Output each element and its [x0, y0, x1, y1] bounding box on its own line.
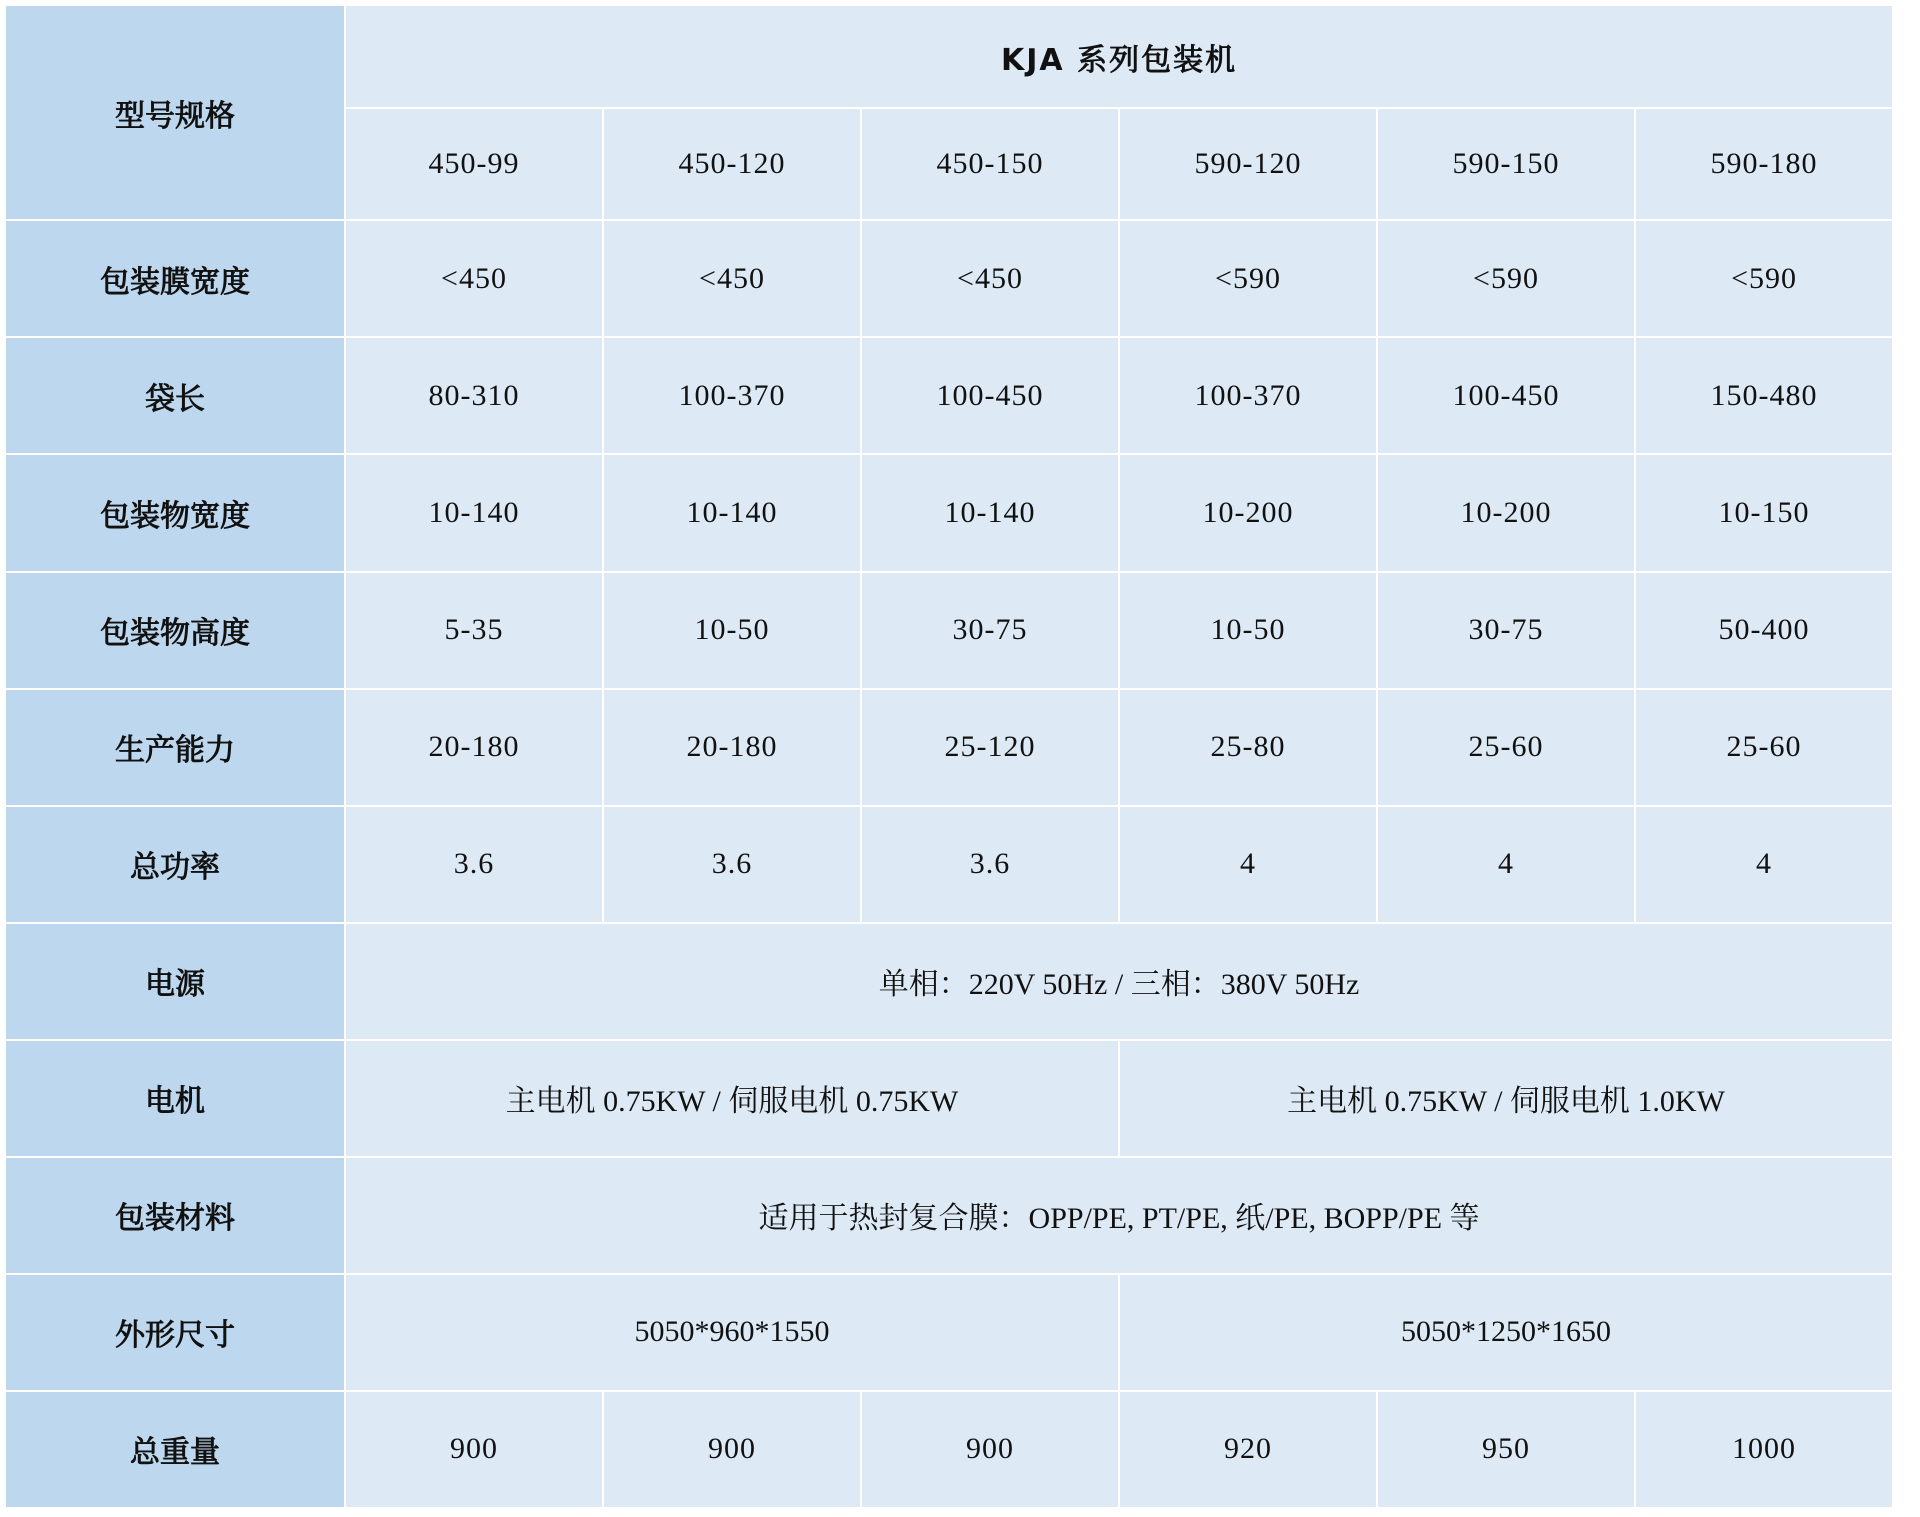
cell-film-width-1: <450 [603, 220, 861, 337]
row-label-material: 包装材料 [5, 1157, 345, 1274]
cell-total-power-0: 3.6 [345, 806, 603, 923]
cell-bag-length-2: 100-450 [861, 337, 1119, 454]
table-row [5, 337, 1893, 454]
model-cell-3: 590-120 [1119, 108, 1377, 220]
cell-pack-height-5: 50-400 [1635, 572, 1893, 689]
row-label-power-supply: 电源 [5, 923, 345, 1040]
cell-film-width-5: <590 [1635, 220, 1893, 337]
cell-dimension-left: 5050*960*1550 [345, 1274, 1119, 1391]
cell-capacity-2: 25-120 [861, 689, 1119, 806]
cell-bag-length-3: 100-370 [1119, 337, 1377, 454]
table-row-motor [5, 1040, 1893, 1157]
table-row [5, 1391, 1893, 1508]
model-cell-5: 590-180 [1635, 108, 1893, 220]
row-label-motor: 电机 [5, 1040, 345, 1157]
table-row [5, 689, 1893, 806]
cell-capacity-5: 25-60 [1635, 689, 1893, 806]
table-row [5, 806, 1893, 923]
table-row [5, 572, 1893, 689]
cell-bag-length-1: 100-370 [603, 337, 861, 454]
cell-total-weight-5: 1000 [1635, 1391, 1893, 1508]
cell-total-power-4: 4 [1377, 806, 1635, 923]
cell-total-weight-4: 950 [1377, 1391, 1635, 1508]
cell-total-weight-2: 900 [861, 1391, 1119, 1508]
cell-pack-height-0: 5-35 [345, 572, 603, 689]
cell-bag-length-5: 150-480 [1635, 337, 1893, 454]
cell-capacity-1: 20-180 [603, 689, 861, 806]
row-label-total-power: 总功率 [5, 806, 345, 923]
cell-total-weight-3: 920 [1119, 1391, 1377, 1508]
cell-capacity-0: 20-180 [345, 689, 603, 806]
cell-film-width-0: <450 [345, 220, 603, 337]
table-row [5, 220, 1893, 337]
cell-pack-height-2: 30-75 [861, 572, 1119, 689]
cell-pack-height-4: 30-75 [1377, 572, 1635, 689]
row-label-dimension: 外形尺寸 [5, 1274, 345, 1391]
table-row-power-supply [5, 923, 1893, 1040]
cell-motor-left: 主电机 0.75KW / 伺服电机 0.75KW [345, 1040, 1119, 1157]
row-label-pack-height: 包装物高度 [5, 572, 345, 689]
cell-pack-height-3: 10-50 [1119, 572, 1377, 689]
row-label-pack-width: 包装物宽度 [5, 454, 345, 571]
cell-total-power-5: 4 [1635, 806, 1893, 923]
model-cell-2: 450-150 [861, 108, 1119, 220]
cell-capacity-3: 25-80 [1119, 689, 1377, 806]
cell-bag-length-0: 80-310 [345, 337, 603, 454]
model-cell-1: 450-120 [603, 108, 861, 220]
table-row [5, 454, 1893, 571]
cell-total-weight-1: 900 [603, 1391, 861, 1508]
cell-capacity-4: 25-60 [1377, 689, 1635, 806]
row-label-capacity: 生产能力 [5, 689, 345, 806]
row-label-bag-length: 袋长 [5, 337, 345, 454]
cell-film-width-4: <590 [1377, 220, 1635, 337]
cell-pack-width-5: 10-150 [1635, 454, 1893, 571]
model-cell-0: 450-99 [345, 108, 603, 220]
table-title: KJA 系列包装机 [345, 5, 1893, 108]
cell-pack-width-3: 10-200 [1119, 454, 1377, 571]
cell-motor-right: 主电机 0.75KW / 伺服电机 1.0KW [1119, 1040, 1893, 1157]
cell-bag-length-4: 100-450 [1377, 337, 1635, 454]
cell-power-supply: 单相：220V 50Hz / 三相：380V 50Hz [345, 923, 1893, 1040]
row-label-total-weight: 总重量 [5, 1391, 345, 1508]
cell-pack-width-1: 10-140 [603, 454, 861, 571]
specification-table [4, 4, 1894, 1509]
table-row-dimension [5, 1274, 1893, 1391]
cell-total-weight-0: 900 [345, 1391, 603, 1508]
cell-pack-width-2: 10-140 [861, 454, 1119, 571]
model-cell-4: 590-150 [1377, 108, 1635, 220]
cell-total-power-2: 3.6 [861, 806, 1119, 923]
cell-film-width-2: <450 [861, 220, 1119, 337]
cell-pack-width-0: 10-140 [345, 454, 603, 571]
label-model-spec: 型号规格 [5, 5, 345, 220]
cell-dimension-right: 5050*1250*1650 [1119, 1274, 1893, 1391]
spec-sheet [0, 4, 1920, 1517]
cell-material: 适用于热封复合膜：OPP/PE, PT/PE, 纸/PE, BOPP/PE 等 [345, 1157, 1893, 1274]
cell-pack-height-1: 10-50 [603, 572, 861, 689]
table-row-material [5, 1157, 1893, 1274]
row-label-film-width: 包装膜宽度 [5, 220, 345, 337]
table-row-title [5, 5, 1893, 108]
cell-total-power-1: 3.6 [603, 806, 861, 923]
cell-film-width-3: <590 [1119, 220, 1377, 337]
cell-pack-width-4: 10-200 [1377, 454, 1635, 571]
cell-total-power-3: 4 [1119, 806, 1377, 923]
